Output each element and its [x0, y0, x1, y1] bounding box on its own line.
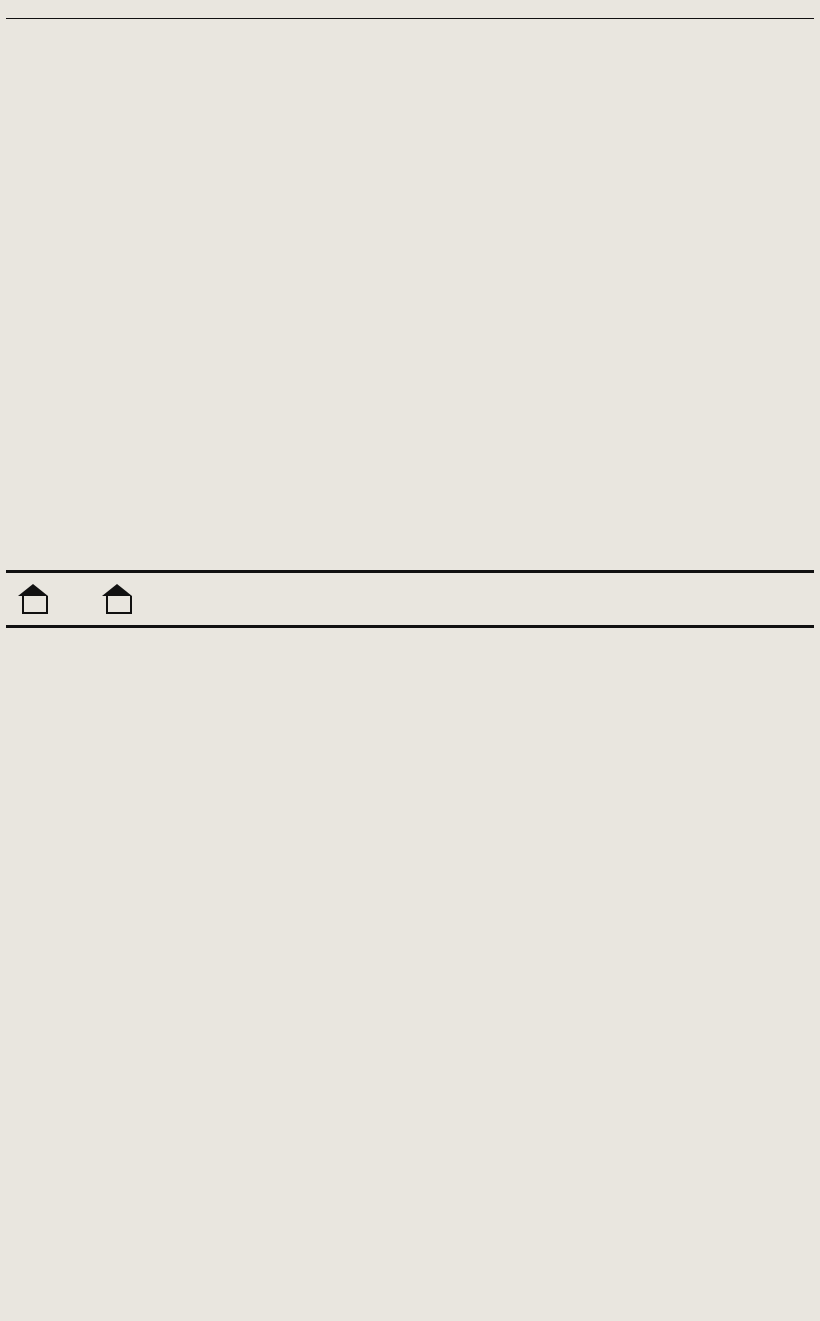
service-guide-section — [6, 628, 814, 1318]
home-service-guide-banner — [6, 570, 814, 628]
house-icon — [16, 584, 50, 614]
help-wanted-section — [6, 24, 814, 566]
page-header — [6, 2, 814, 19]
house-icon — [100, 584, 134, 614]
